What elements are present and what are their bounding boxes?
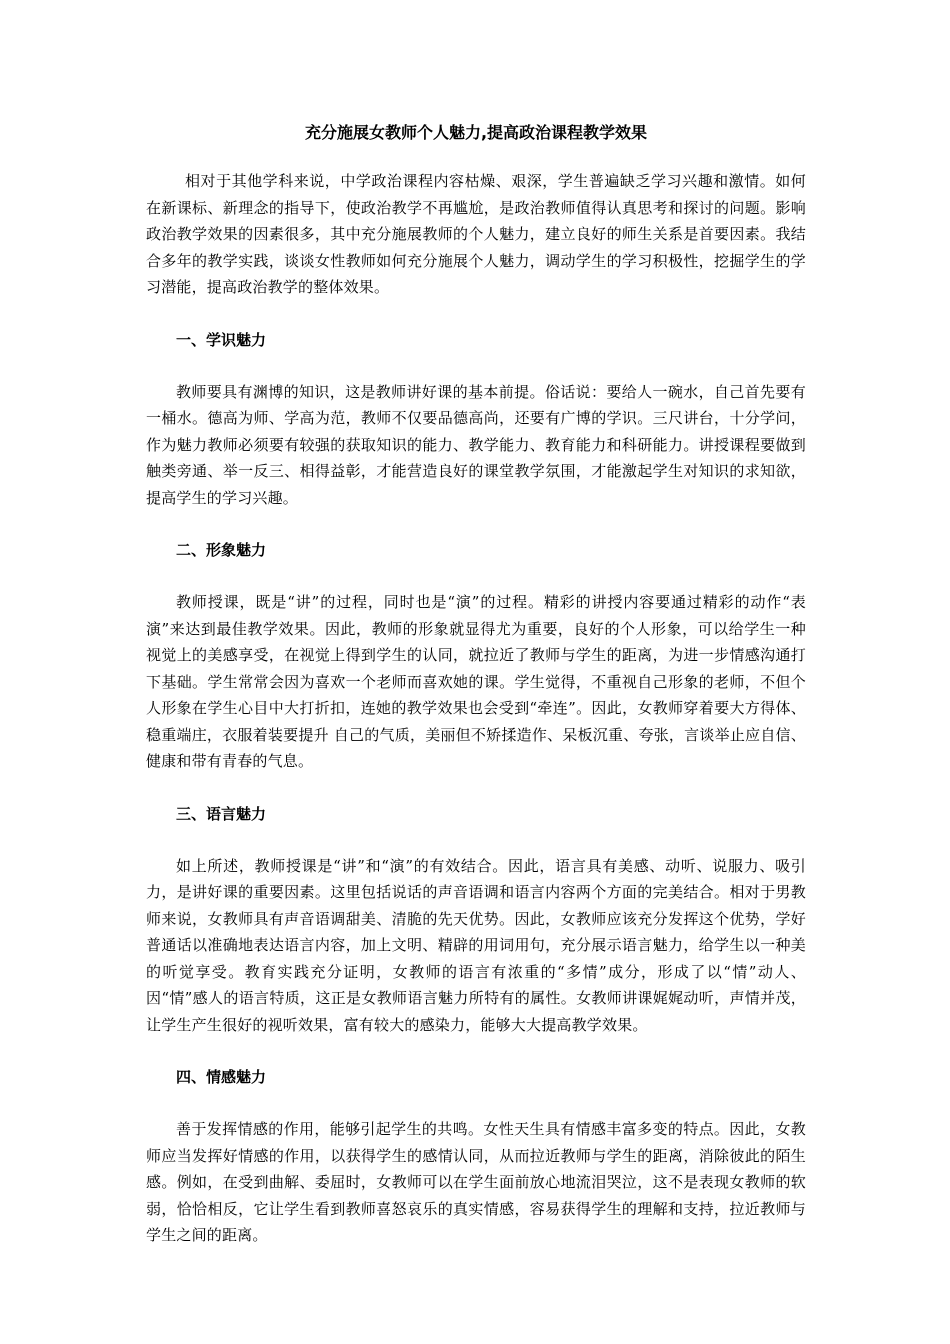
section-heading-language: 三、语言魅力 [176, 804, 267, 823]
section-heading-image: 二、形象魅力 [176, 541, 267, 559]
section-body-image: 教师授课，既是“讲”的过程，同时也是“演”的过程。精彩的讲授内容要通过精彩的动作“表演”来达到最佳教学效果。因此，教师的形象就显得尤为重要，良好的个人形象，可以给学生一种视觉上的美感享受，在视觉上得到学生的认同，就拉近了教师与学生的距离，为进一步情感沟通打下基础。学生常常会因为喜欢一个老师而喜欢她的课。学生觉得，不重视自己形象的老师，不但个人形象在学生心目中大打折扣，连她的教学效果也会受到“牵连”。因此，女教师穿着要大方得体、稳重端庄，衣服着装要提升 自己的气质，美丽但不矫揉造作、呆板沉重、夸张，言谈举止应自信、健康和带有青春的气息。 [146, 593, 806, 770]
section-body-language: 如上所述，教师授课是“讲”和“演”的有效结合。因此，语言具有美感、动听、说服力、吸引力，是讲好课的重要因素。这里包括说话的声音语调和语言内容两个方面的完美结合。相对于男教师来说，女教师具有声音语调甜美、清脆的先天优势。因此，女教师应该充分发挥这个优势，学好普通话以准确地表达语言内容，加上文明、精辟的用词用句，充分展示语言魅力，给学生以一种美的听觉享受。教育实践充分证明，女教师的语言有浓重的“多情”成分，形成了以“情”动人、因“情”感人的语言特质，这正是女教师语言魅力所特有的属性。女教师讲课娓娓动听，声情并茂，让学生产生很好的视听效果，富有较大的感染力，能够大大提高教学效果。 [146, 856, 806, 1034]
section-body-knowledge: 教师要具有渊博的知识，这是教师讲好课的基本前提。俗话说：要给人一碗水，自己首先要有一桶水。德高为师、学高为范，教师不仅要品德高尚，还要有广博的学识。三尺讲台，十分学问，作为魅力教师必须要有较强的获取知识的能力、教学能力、教育能力和科研能力。讲授课程要做到触类旁通、举一反三、相得益彰，才能营造良好的课堂教学氛围，才能激起学生对知识的求知欲，提高学生的学习兴趣。 [146, 382, 806, 507]
section-heading-knowledge: 一、学识魅力 [176, 330, 267, 349]
section-heading-emotion: 四、情感魅力 [176, 1068, 267, 1086]
intro-paragraph: 相对于其他学科来说，中学政治课程内容枯燥、艰深，学生普遍缺乏学习兴趣和激情。如何在新课标、新理念的指导下，使政治教学不再尴尬，是政治教师值得认真思考和探讨的问题。影响政治教学效果的因素很多，其中充分施展教师的个人魅力，建立良好的师生关系是首要因素。我结合多年的教学实践，谈谈女性教师如何充分施展个人魅力，调动学生的学习积极性，挖掘学生的学习潜能，提高政治教学的整体效果。 [146, 172, 806, 296]
section-body-emotion: 善于发挥情感的作用，能够引起学生的共鸣。女性天生具有情感丰富多变的特点。因此，女教师应当发挥好情感的作用，以获得学生的感情认同，从而拉近教师与学生的距离，消除彼此的陌生感。例如，在受到曲解、委屈时，女教师可以在学生面前放心地流泪哭泣，这不是表现女教师的软弱，恰恰相反，它让学生看到教师喜怒哀乐的真实情感，容易获得学生的理解和支持，拉近教师与学生之间的距离。 [146, 1120, 806, 1244]
document-page [146, 118, 806, 1249]
document-title: 充分施展女教师个人魅力,提高政治课程教学效果 [304, 123, 648, 142]
